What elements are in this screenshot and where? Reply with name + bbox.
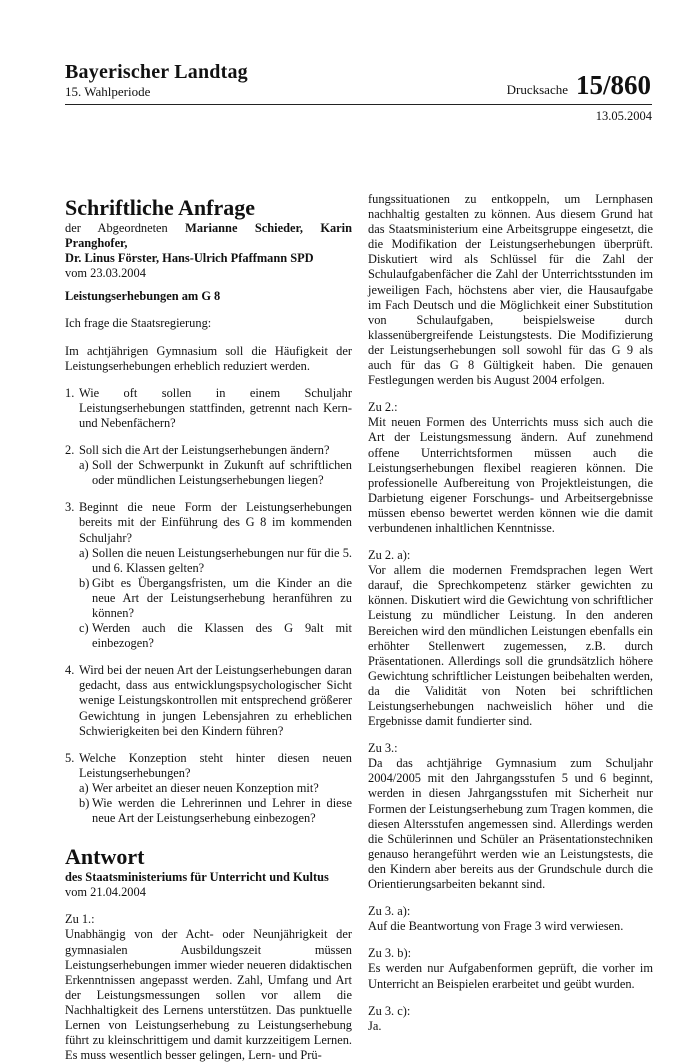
answer-section-text: Unabhängig von der Acht- oder Neunjährigkeit der gymnasialen Ausbildungszeit müssen Leistungserhebungen immer wieder neueren didaktischen Erkenntnissen angepasst werden. Zahl, Umfang und Art der Leistungsmessungen sollen vor allem die Nachhaltigkeit des Lernens unterstützen. Das punktuelle Lernen von Leistungserhebung zu Leistungserhebung führt zu kleinschrittigem und damit kurzzeitigem Lernen. Es muss wesentlich besser gelingen, Lern- und Prü-	[65, 927, 352, 1063]
answer-section-list	[368, 400, 653, 1034]
question-list	[65, 386, 352, 826]
authors-line-1: Marianne Schieder, Karin Pranghofer,	[65, 221, 352, 251]
authors-line-2: Dr. Linus Förster, Hans-Ulrich Pfaffmann SPD	[65, 251, 314, 266]
document-label: Drucksache	[506, 82, 568, 97]
document-date: 13.05.2004	[595, 109, 652, 123]
answer-section-text: Da das achtjährige Gymnasium zum Schuljahr 2004/2005 mit den Jahrgangsstufen 5 und 6 beginnt, werden in diesen Jahrgangsstufen mit Sicherheit nur Formen der Leistungserhebung zum Tragen kommen, die diesen Altersstufen angemessen sind. Allerdings werden die Schülerinnen und Schüler an Präsentationstechniken genauso herangeführt werden wie an Leistungstests, die den Kindern aber bereits aus der Grundschule durch die Orientierungsarbeiten bekannt sind.	[368, 756, 653, 892]
right-column	[368, 192, 653, 1034]
answer-title: Antwort	[65, 844, 145, 870]
question-number: 5.	[65, 750, 75, 765]
left-column	[65, 195, 352, 1063]
answer-section-label: Zu 3.:	[368, 741, 398, 756]
sub-question-label: a)	[79, 458, 89, 473]
answer-section-text-continued: fungssituationen zu entkoppeln, um Lernphasen nachhaltig gestalten zu können. Aus diesem Grund hat das Staatsministerium eine Arbeitsgruppe eingesetzt, die die Modifikation der Leistungserhebungen überprüft. Diskutiert wird als Schlüssel für die Zahl der Schulaufgabenfächer die Zahl der Unterrichtsstunden im jeweiligen Fach, höchstens aber vier, die Hausaufgabe im Fach Deutsch und die Möglichkeit einer Substitution von Schulaufgaben, beispielsweise durch klassenübergreifende Leistungstests. Die Modifizierung der Leistungserhebungen soll sowohl für das G 9 als auch für das G 8 Gültigkeit haben. Die genauen Festlegungen werden bis August 2004 erfolgen.	[368, 192, 653, 388]
answer-section-text: Ja.	[368, 1018, 382, 1033]
question-text: Soll sich die Art der Leistungserhebungen ändern?	[79, 443, 330, 458]
sub-question-text: Sollen die neuen Leistungserhebungen nur für die 5. und 6. Klassen gelten?	[92, 545, 352, 575]
sub-question-text: Gibt es Übergangsfristen, um die Kinder an die neue Art der Leistungserhebung heranführen zu können?	[92, 575, 352, 620]
question-number: 4.	[65, 663, 75, 678]
sub-question-label: a)	[79, 780, 89, 795]
answer-section	[368, 1004, 653, 1034]
answer-section-text: Mit neuen Formen des Unterrichts muss sich auch die Art der Leistungsmessung ändern. Auf zunehmend offene Unterrichtsformen müssen auch die Leistungserhebungen flexibel reagieren können. Die professionelle Aufbereitung von Projektleistungen, die Darbietung eigener Forschungs- und Arbeitsergebnisse müssen ebenso bewertet werden können wie die damit verbundenen inhaltlichen Kenntnisse.	[368, 415, 653, 535]
inquiry-subject: Leistungserhebungen am G 8	[65, 289, 221, 304]
sub-question-text: Wer arbeitet an dieser neuen Konzeption mit?	[92, 780, 319, 795]
answer-section-label: Zu 2. a):	[368, 548, 411, 563]
parliament-title: Bayerischer Landtag	[65, 61, 248, 83]
sub-question	[79, 796, 352, 826]
sub-question	[79, 781, 352, 796]
question-text: Wird bei der neuen Art der Leistungserhebungen daran gedacht, dass aus entwicklungspsychologischer Sicht wenige Leistungskontrollen mit entsprechend größerer Gewichtung in jungen Lebensjahren zu erheblichen Schwierigkeiten bei den Kindern führen?	[79, 663, 352, 738]
answer-section-label: Zu 3. b):	[368, 946, 412, 961]
answer-section-text: Es werden nur Aufgabenformen geprüft, die vorher im Unterricht an Beispielen erarbeitet und geübt wurden.	[368, 961, 653, 991]
question-item	[65, 663, 352, 738]
answer-section-label: Zu 2.:	[368, 400, 398, 415]
sub-question-text: Wie werden die Lehrerinnen und Lehrer in diese neue Art der Leistungserhebung einbezogen?	[92, 796, 352, 826]
answer-section-label: Zu 3. a):	[368, 904, 411, 919]
inquiry-title: Schriftliche Anfrage	[65, 195, 256, 220]
answer-ministry: des Staatsministeriums für Unterricht und Kultus	[65, 870, 329, 885]
sub-question-text: Soll der Schwerpunkt in Zukunft auf schriftlichen oder mündlichen Leistungserhebungen liegen?	[92, 458, 352, 488]
answer-section	[368, 400, 653, 536]
answer-section-text: Auf die Beantwortung von Frage 3 wird verwiesen.	[368, 919, 624, 934]
question-text: Beginnt die neue Form der Leistungserhebungen bereits mit der Einführung des G 8 im kommenden Schuljahr?	[79, 500, 352, 545]
header-divider	[65, 104, 652, 105]
sub-question-label: b)	[79, 796, 90, 810]
question-number: 3.	[65, 500, 75, 515]
question-number: 2.	[65, 443, 75, 458]
question-item	[65, 751, 352, 826]
legislative-period: 15. Wahlperiode	[65, 84, 151, 99]
sub-question	[79, 576, 352, 621]
sub-question	[79, 546, 352, 576]
inquiry-date: vom 23.03.2004	[65, 266, 146, 281]
answer-section	[368, 548, 653, 729]
answer-section	[368, 946, 653, 991]
question-item	[65, 500, 352, 651]
question-item	[65, 386, 352, 431]
inquiry-intro: Ich frage die Staatsregierung:	[65, 316, 212, 331]
authors-prefix: der Abgeordneten	[65, 221, 168, 235]
question-text: Wie oft sollen in einem Schuljahr Leistungserhebungen stattfinden, getrennt nach Kern- und Nebenfächern?	[79, 385, 352, 430]
inquiry-preface: Im achtjährigen Gymnasium soll die Häufigkeit der Leistungserhebungen erheblich reduziert werden.	[65, 343, 352, 373]
question-item	[65, 443, 352, 488]
document-number-box	[507, 70, 651, 101]
sub-question-label: b)	[79, 575, 90, 590]
answer-section-text: Vor allem die modernen Fremdsprachen legen Wert darauf, die Sprechkompetenz stärker gewichten zu können. Diskutiert wird die Gewichtung von schriftlicher Leistung zu mündlicher Leistung. In den anderen Bereichen wird den mündlichen Leistungen ebenfalls ein erhöhter Stellenwert zugemessen, z.B. durch Präsentationen. Allerdings soll die grundsätzlich höhere Gewichtung schriftlicher Leistungen beibehalten werden, da die Validität von Noten bei schriftlichen Leistungserhebungen nachweislich höher und die Ergebnisse damit fundierter sind.	[368, 563, 653, 729]
sub-question-text: Werden auch die Klassen des G 9alt mit einbezogen?	[92, 621, 352, 651]
sub-question-label: c)	[79, 621, 89, 636]
inquiry-authors	[65, 221, 352, 266]
answer-section-label: Zu 3. c):	[368, 1003, 411, 1018]
sub-question	[79, 458, 352, 488]
question-text: Welche Konzeption steht hinter diesen neuen Leistungserhebungen?	[79, 750, 352, 780]
answer-section-label: Zu 1.:	[65, 912, 95, 927]
question-number: 1.	[65, 385, 75, 400]
document-number: 15/860	[575, 70, 651, 100]
sub-question-label: a)	[79, 545, 89, 560]
answer-date: vom 21.04.2004	[65, 885, 146, 900]
answer-section	[368, 904, 653, 934]
answer-section	[368, 741, 653, 892]
sub-question	[79, 621, 352, 651]
